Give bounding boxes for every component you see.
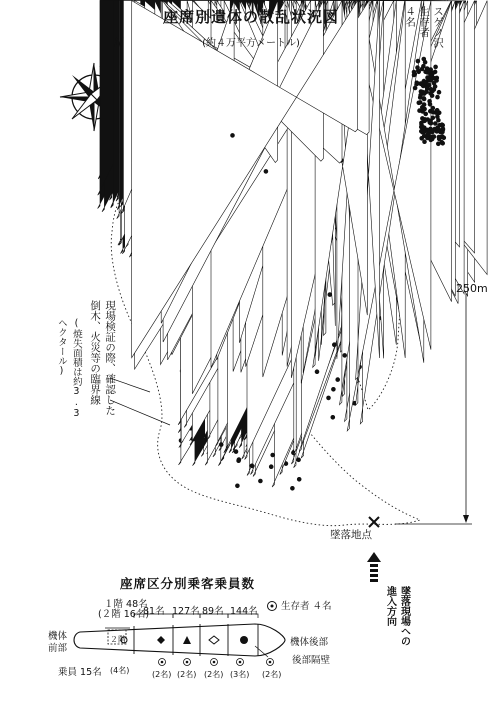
legend-upper-deck: ２階 xyxy=(110,635,126,644)
victim-marker xyxy=(415,81,419,85)
legend-title: 座席区分別乗客乗員数 xyxy=(120,576,256,591)
victim-markers xyxy=(98,0,488,490)
legend-section-3: 89名 xyxy=(202,606,224,617)
victim-marker xyxy=(269,465,273,469)
legend-section-2: 127名 xyxy=(172,606,200,617)
victim-marker xyxy=(426,132,430,136)
victim-marker xyxy=(290,486,294,490)
victim-marker xyxy=(235,484,239,488)
victim-marker xyxy=(297,458,301,462)
approach-label-1: 墜落現場への xyxy=(398,586,410,646)
approach-arrow xyxy=(367,552,381,582)
leader-line xyxy=(110,400,170,425)
victim-marker xyxy=(234,450,238,454)
burned-area-label-2: ヘクタール) xyxy=(55,318,67,377)
legend-count-1: (2名) xyxy=(152,670,172,679)
victim-marker xyxy=(417,101,421,105)
legend-count-3: (2名) xyxy=(204,670,224,679)
victim-marker xyxy=(412,73,416,77)
victim-marker xyxy=(436,126,440,130)
boundary-label-1: 現場検証の際、確認した xyxy=(104,300,117,416)
crash-site-label: 墜落地点 xyxy=(330,529,372,541)
victim-marker xyxy=(219,443,223,447)
victim-marker xyxy=(423,60,427,64)
victim-marker xyxy=(420,67,424,71)
legend-front-1: 機体 xyxy=(48,631,68,642)
victim-marker xyxy=(429,68,433,72)
north-label: N xyxy=(114,36,124,51)
victim-marker xyxy=(331,387,335,391)
victim-marker xyxy=(434,65,438,69)
victim-marker xyxy=(436,142,440,146)
victim-marker xyxy=(429,87,433,91)
victim-marker xyxy=(258,479,262,483)
victim-marker xyxy=(433,122,437,126)
victim-marker xyxy=(435,115,439,119)
victim-marker xyxy=(420,136,424,140)
victim-marker xyxy=(426,76,430,80)
victim-marker xyxy=(416,59,420,63)
victim-marker xyxy=(421,109,425,113)
page-title: 座席別遺体の散乱状況図 xyxy=(162,8,339,26)
victim-marker xyxy=(441,141,445,145)
victim-marker xyxy=(428,121,432,125)
legend-rear: 機体後部 xyxy=(290,637,329,648)
victim-marker xyxy=(433,85,437,89)
legend-crew-sub: (4名) xyxy=(110,666,130,675)
victim-marker xyxy=(429,138,433,142)
victim-marker xyxy=(332,343,336,347)
legend-section-1: 81名 xyxy=(143,606,165,617)
distance-label: 250m xyxy=(456,282,488,295)
approach-label-2: 進入方向 xyxy=(384,586,396,626)
victim-marker xyxy=(429,127,433,131)
victim-marker xyxy=(424,70,428,74)
survivor-label-2: 生存者 xyxy=(418,6,431,38)
victim-marker xyxy=(237,459,241,463)
legend-crew: 乗員 15名 xyxy=(58,667,102,678)
victim-marker xyxy=(413,86,417,90)
victim-marker xyxy=(419,121,423,125)
victim-marker xyxy=(440,123,444,127)
victim-marker xyxy=(429,91,433,95)
victim-marker xyxy=(431,110,435,114)
legend-floor2: (２階 16名) xyxy=(98,609,150,620)
victim-marker xyxy=(428,99,432,103)
legend-front-2: 前部 xyxy=(48,643,68,654)
victim-marker xyxy=(422,130,426,134)
victim-marker xyxy=(441,130,445,134)
legend-count-4: (3名) xyxy=(230,670,250,679)
legend-count-5: (2名) xyxy=(262,670,282,679)
victim-marker xyxy=(328,293,332,297)
victim-marker xyxy=(423,140,427,144)
victim-marker xyxy=(336,378,340,382)
victim-marker xyxy=(250,464,254,468)
victim-marker xyxy=(421,126,425,130)
victim-marker xyxy=(331,415,335,419)
victim-marker xyxy=(271,453,275,457)
victim-marker xyxy=(416,69,420,73)
victim-marker xyxy=(297,477,301,481)
legend-bulkhead: 後部隔壁 xyxy=(292,655,331,666)
legend-section-4: 144名 xyxy=(230,606,258,617)
victim-marker xyxy=(343,353,347,357)
crash-site-marker xyxy=(369,517,379,527)
survivor-label-3: ４名 xyxy=(404,6,417,27)
victim-marker xyxy=(315,370,319,374)
victim-marker xyxy=(424,90,428,94)
burned-area-label-1: (焼失面積は約3.3 xyxy=(70,318,82,419)
victim-marker xyxy=(231,133,235,137)
boundary-label-2: 倒木、火災等の臨界線 xyxy=(89,300,102,405)
victim-marker xyxy=(264,169,268,173)
victim-marker xyxy=(436,95,440,99)
victim-marker xyxy=(437,90,441,94)
victim-marker xyxy=(422,97,426,101)
legend-floor1: １階 48名 xyxy=(104,599,148,610)
victim-marker xyxy=(432,135,436,139)
victim-marker xyxy=(423,118,427,122)
legend-count-2: (2名) xyxy=(177,670,197,679)
page-subtitle: (約４万平方メートル) xyxy=(202,38,300,49)
victim-marker xyxy=(435,108,439,112)
victim-marker xyxy=(437,135,441,139)
victim-marker xyxy=(422,103,426,107)
victim-marker xyxy=(327,396,331,400)
legend-survivors: 生存者 ４名 xyxy=(281,601,332,612)
victim-marker xyxy=(429,78,433,82)
victim-marker xyxy=(423,80,427,84)
survivor-label-1: スゲノ沢 xyxy=(432,6,445,48)
